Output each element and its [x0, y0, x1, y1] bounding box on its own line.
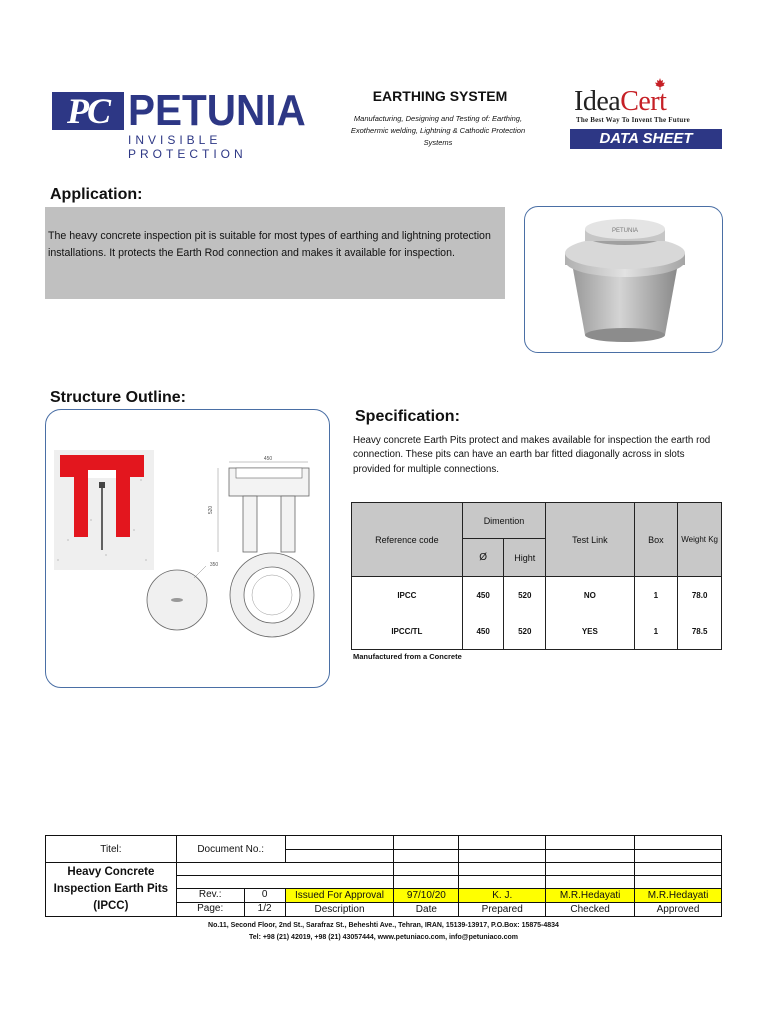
col-diameter: Ø	[462, 539, 504, 577]
logo-brand-name: PETUNIA	[128, 86, 306, 135]
titel-label: Titel:	[46, 836, 177, 863]
issue-date: 97/10/20	[394, 889, 459, 903]
header-prepared: Prepared	[459, 903, 546, 917]
product-photo-frame	[524, 206, 723, 353]
checked-by: M.R.Hedayati	[546, 889, 635, 903]
col-hight: Hight	[504, 539, 546, 577]
col-dimension: Dimention	[462, 503, 545, 539]
dimension-height-label: 520	[208, 505, 214, 515]
company-description: Manufacturing, Designing and Testing of: Earthing, Exothermic welding, Lightning & Cathodic Protection Systems	[350, 114, 526, 147]
cert-logo-tagline: The Best Way To Invent The Future	[576, 116, 690, 124]
manufacturing-note: Manufactured from a Concrete	[353, 652, 462, 661]
col-reference-code: Reference code	[352, 503, 463, 577]
dimension-width-label: 450	[263, 456, 273, 462]
table-row: IPCC/TL 450 520 YES 1 78.5	[352, 614, 722, 650]
document-category-title: EARTHING SYSTEM	[372, 88, 508, 104]
page-cell	[176, 903, 285, 917]
specification-table	[351, 502, 722, 650]
prepared-by: K. J.	[459, 889, 546, 903]
structure-drawing	[46, 410, 329, 687]
revision-label: Rev.:	[177, 889, 245, 902]
lid-engraving-text: PETUNIA	[611, 228, 639, 234]
revision-cell	[176, 889, 285, 903]
logo-pc-mark: PC	[52, 92, 124, 130]
col-test-link: Test Link	[546, 503, 634, 577]
document-control-table	[45, 835, 722, 917]
header-checked: Checked	[546, 903, 635, 917]
footer-contact: Tel: +98 (21) 42019, +98 (21) 43057444, www.petuniaco.com, info@petuniaco.com	[248, 934, 519, 941]
application-text: The heavy concrete inspection pit is suitable for most types of earthing and lightning protection installations. It protects the Earth Rod connection and makes it available for inspection.	[48, 230, 491, 259]
application-heading: Application:	[50, 186, 143, 203]
petunia-logo	[52, 86, 314, 161]
header-approved: Approved	[635, 903, 722, 917]
header-description: Description	[285, 903, 394, 917]
structure-outline-frame	[45, 409, 330, 688]
col-box: Box	[634, 503, 678, 577]
approved-by: M.R.Hedayati	[635, 889, 722, 903]
document-title: Heavy Concrete Inspection Earth Pits (IPCC)	[46, 863, 177, 917]
page-value: 1/2	[257, 903, 272, 914]
logo-tagline: INVISIBLE PROTECTION	[128, 133, 247, 161]
ideacert-logo	[572, 86, 722, 126]
application-box	[45, 207, 505, 299]
specification-heading: Specification:	[355, 408, 460, 425]
header-date: Date	[394, 903, 459, 917]
table-row: IPCC 450 520 NO 1 78.0	[352, 577, 722, 614]
document-number-label: Document No.:	[176, 836, 285, 863]
specification-text: Heavy concrete Earth Pits protect and makes available for inspection the earth rod connection. These pits can have an earth bar fitted diagonally across in slots provided for multiple connections.	[353, 435, 711, 475]
page-label: Page:	[177, 903, 245, 916]
concrete-pit-photo	[525, 207, 722, 352]
cert-logo-word: IdeaCert	[574, 86, 667, 117]
dimension-lid-label: 350	[209, 562, 219, 568]
revision-value: 0	[261, 889, 268, 900]
status-issued: Issued For Approval	[285, 889, 394, 903]
col-weight: Weight Kg	[678, 503, 722, 577]
structure-outline-heading: Structure Outline:	[50, 389, 187, 406]
data-sheet-banner: DATA SHEET	[570, 129, 722, 149]
footer-address: No.11, Second Floor, 2nd St., Sarafraz St., Beheshti Ave., Tehran, IRAN, 15139-13917, P.O.Box: 15875-4834	[208, 922, 559, 929]
